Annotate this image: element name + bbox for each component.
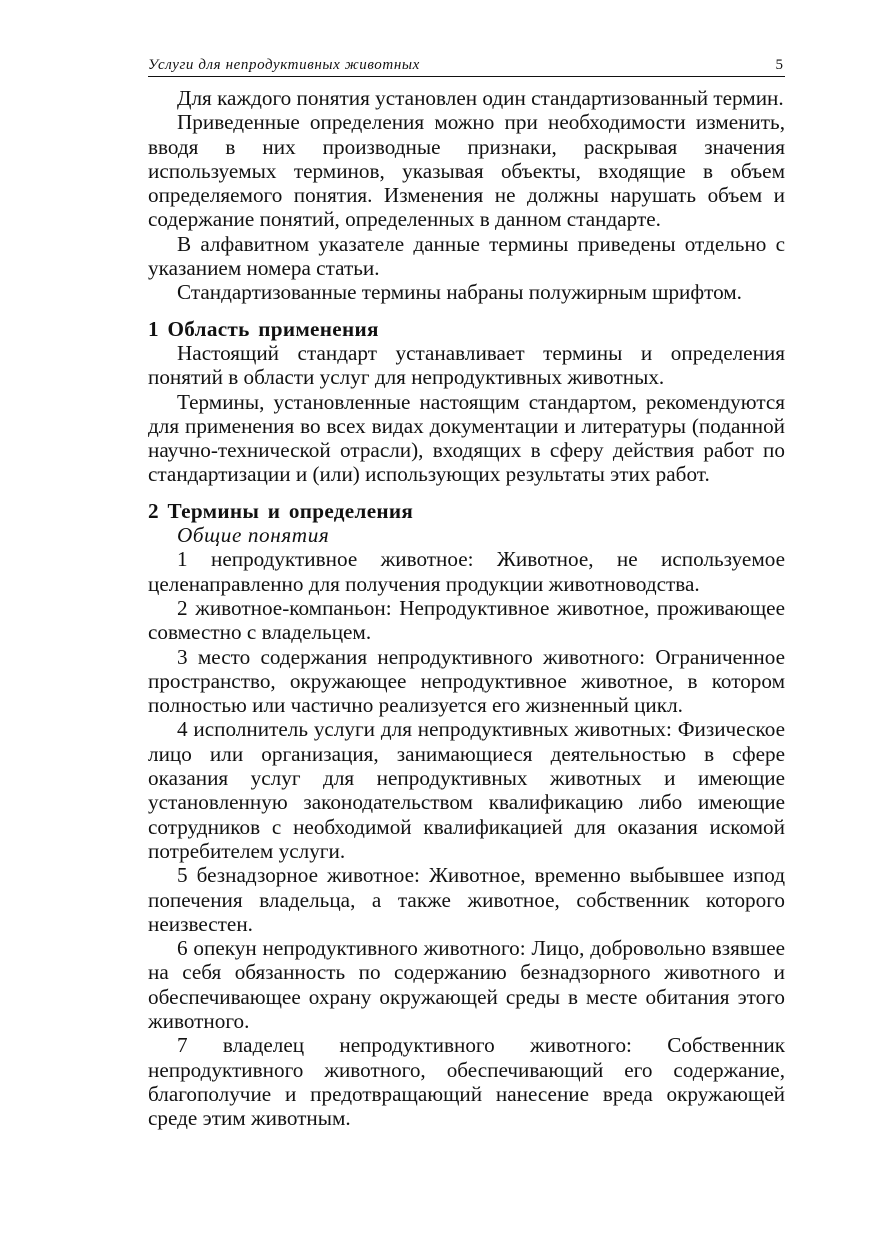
page-number: 5 <box>775 57 783 73</box>
term-definition-2: 2 животное-компаньон: Непродуктивное животное, проживающее совместно с владельцем. <box>148 595 785 645</box>
section-2-heading: 2 Термины и определения <box>148 498 414 523</box>
term-definition-6: 6 опекун непродуктивного животного: Лицо, добровольно взявшее на себя обязанность по содержанию безнадзорного животного и обеспечивающее охрану окружающей среды в месте обитания этого животного. <box>148 936 785 1033</box>
running-title: Услуги для непродуктивных животных <box>148 57 420 73</box>
intro-paragraph: Приведенные определения можно при необходимости изменить, вводя в них производные признаки, раскрывая значения используемых терминов, указывая объекты, входящие в объем определяемого понятия. Изменения не должны нарушать объем и содержание понятий, определенных в данном стандарте. <box>148 110 785 232</box>
term-definition-7: 7 владелец непродуктивного животного: Собственник непродуктивного животного, обеспечивающий его содержание, благополучие и предотвращающий нанесение вреда окружающей среде этим животным. <box>148 1033 785 1131</box>
intro-paragraph: Для каждого понятия установлен один стандартизованный термин. <box>177 86 784 110</box>
document-body <box>148 86 785 1130</box>
section-1-heading: 1 Область применения <box>148 316 379 341</box>
term-definition-4: 4 исполнитель услуги для непродуктивных животных: Физическое лицо или организация, занимающиеся деятельностью в сфере оказания услуг для непродуктивных животных и имеющие установленную законодательством квалификацию либо имеющие сотрудников с необходимой квалификацией для оказания искомой потребителем услуги. <box>148 717 785 863</box>
section-1-paragraph: Термины, установленные настоящим стандартом, рекомендуются для применения во всех видах документации и литературы (поданной научно-технической отрасли), входящих в сферу действия работ по стандартизации и (или) использующих результаты этих работ. <box>148 389 785 487</box>
term-definition-1: 1 непродуктивное животное: Животное, не используемое целенаправленно для получения продукции животноводства. <box>148 547 785 596</box>
section-1-paragraph: Настоящий стандарт устанавливает термины и определения понятий в области услуг для непродуктивных животных. <box>148 340 785 390</box>
section-2-subheading: Общие понятия <box>177 523 330 548</box>
intro-paragraph: Стандартизованные термины набраны полужирным шрифтом. <box>177 280 742 305</box>
running-header <box>148 50 785 77</box>
intro-paragraph: В алфавитном указателе данные термины приведены отдельно с указанием номера статьи. <box>148 231 785 281</box>
term-definition-5: 5 безнадзорное животное: Животное, временно выбывшее изпод попечения владельца, а также животное, собственник которого неизвестен. <box>148 863 785 936</box>
term-definition-3: 3 место содержания непродуктивного животного: Ограниченное пространство, окружающее непродуктивное животное, в котором полностью или частично реализуется его жизненный цикл. <box>148 644 785 718</box>
document-page <box>148 50 785 1130</box>
